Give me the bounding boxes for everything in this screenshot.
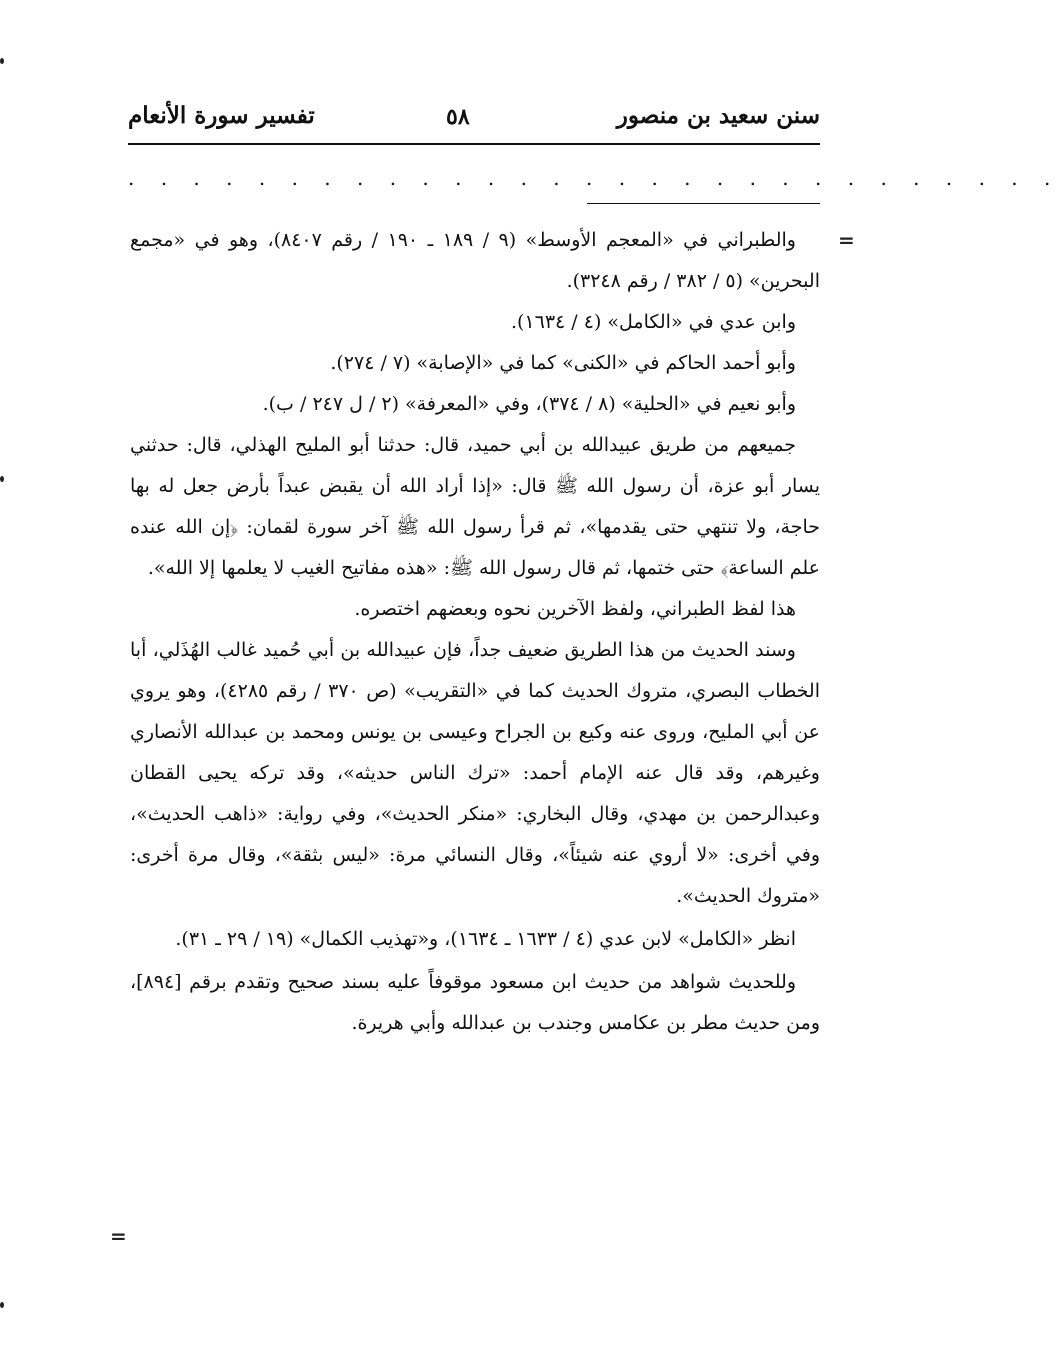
page-number: ٥٨: [446, 104, 470, 130]
dotted-separator: . . . . . . . . . . . . . . . . . . . . . . . . . . . . .: [128, 166, 1060, 190]
scan-speck: [0, 476, 4, 482]
paragraph-tabarani: والطبراني في «المعجم الأوسط» (٩ / ١٨٩ ـ ١٩٠ / رقم ٨٤٠٧)، وهو في «مجمع البحرين» (٥ / ٣٨٢ / رقم ٣٢٤٨).: [130, 229, 820, 292]
paragraph-abu-nuaym: وأبو نعيم في «الحلية» (٨ / ٣٧٤)، وفي «المعرفة» (٢ / ل ٢٤٧ / ب).: [262, 393, 796, 415]
page-header: [128, 102, 820, 142]
continuation-mark-bottom: =: [110, 1224, 127, 1248]
header-rule: [128, 143, 820, 145]
paragraph-wording-note: هذا لفظ الطبراني، ولفظ الآخرين نحوه وبعضهم اختصره.: [354, 598, 796, 620]
scan-speck: [0, 1302, 4, 1308]
scan-speck: [0, 58, 4, 64]
paragraph-isnad-grading: وسند الحديث من هذا الطريق ضعيف جداً، فإن عبيدالله بن أبي حُميد غالب الهُذَلي، أبا الخطاب البصري، متروك الحديث كما في «التقريب» (ص ٣٧٠ / رقم ٤٢٨٥)، وهو يروي عن أبي المليح، وروى عنه وكيع بن الجراح وعيسى بن يونس ومحمد بن عبدالله الأنصاري وغيرهم، وقد قال عنه الإمام أحمد: «ترك الناس حديثه»، وقد تركه يحيى القطان وعبدالرحمن بن مهدي، وقال البخاري: «منكر الحديث»، وفي رواية: «ذاهب الحديث»، وفي أخرى: «لا أروي عنه شيئاً»، وقال النسائي مرة: «ليس بثقة»، وقال مرة أخرى: «متروك الحديث».: [130, 639, 821, 907]
paragraph-ibn-adi: وابن عدي في «الكامل» (٤ / ١٦٣٤).: [510, 311, 796, 333]
footnote-rule: [587, 203, 820, 204]
paragraph-references: انظر «الكامل» لابن عدي (٤ / ١٦٣٣ ـ ١٦٣٤)، و«تهذيب الكمال» (١٩ / ٢٩ ـ ٣١).: [175, 928, 796, 950]
paragraph-abu-ahmad: وأبو أحمد الحاكم في «الكنى» كما في «الإصابة» (٧ / ٢٧٤).: [330, 352, 796, 374]
paragraph-hadith-text: جميعهم من طريق عبيدالله بن أبي حميد، قال: حدثنا أبو المليح الهذلي، قال: حدثني يسار أبو عزة، أن رسول الله ﷺ قال: «إذا أراد الله أن يقبض عبداً بأرض جعل له بها حاجة، ولا تنتهي حتى يقدمها»، ثم قرأ رسول الله ﷺ آخر سورة لقمان: ﴿إن الله عنده علم الساعة﴾ حتى ختمها، ثم قال رسول الله ﷺ: «هذه مفاتيح الغيب لا يعلمها إلا الله».: [130, 434, 820, 579]
section-title: تفسير سورة الأنعام: [128, 102, 315, 129]
paragraph-witnesses: وللحديث شواهد من حديث ابن مسعود موقوفاً عليه بسند صحيح وتقدم برقم [٨٩٤]، ومن حديث مطر بن عكامس وجندب بن عبدالله وأبي هريرة.: [130, 971, 820, 1034]
continuation-mark-top: =: [838, 228, 855, 252]
page-body: [130, 220, 820, 1044]
book-title: سنن سعيد بن منصور: [616, 102, 820, 129]
